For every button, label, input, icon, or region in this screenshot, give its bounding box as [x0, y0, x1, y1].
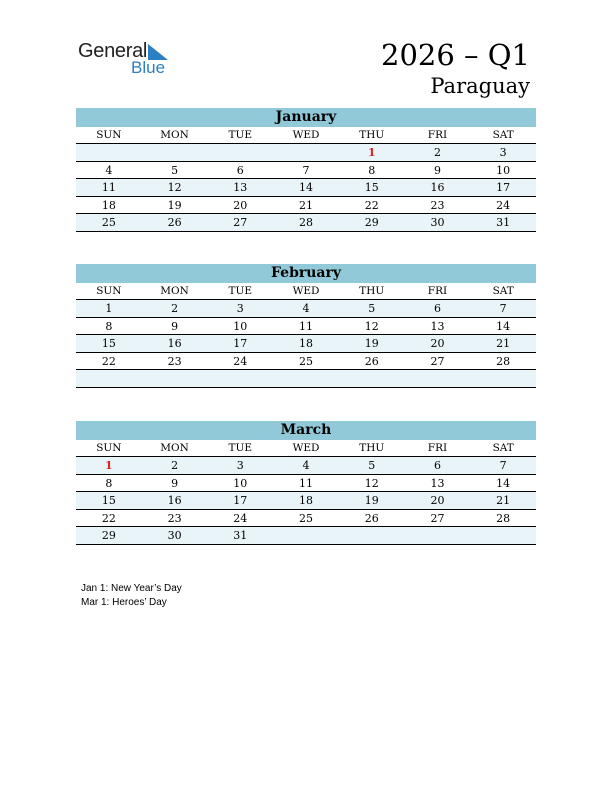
day-cell: 1	[105, 302, 113, 315]
day-cell: 15	[364, 181, 379, 194]
generalblue-logo	[78, 40, 188, 80]
day-cell: 3	[236, 459, 244, 472]
day-cell: 5	[171, 163, 179, 177]
weekday-label: TUE	[228, 285, 253, 297]
weekday-label: TUE	[228, 129, 253, 141]
day-cell: 10	[496, 163, 511, 177]
day-cell	[76, 144, 142, 161]
day-cell: 31	[233, 529, 248, 542]
day-cell	[470, 527, 536, 544]
week-row	[76, 457, 536, 475]
day-cell: 27	[233, 216, 248, 229]
holiday-note: Mar 1: Heroes’ Day	[81, 597, 167, 608]
day-cell: 24	[233, 354, 248, 368]
day-cell: 24	[496, 198, 511, 212]
week-row	[76, 179, 536, 197]
day-cell: 16	[430, 181, 445, 194]
day-cell: 19	[167, 198, 182, 212]
day-cell: 4	[105, 163, 113, 177]
day-cell: 26	[167, 216, 182, 229]
weekday-label: THU	[359, 129, 385, 141]
day-cell: 31	[496, 216, 511, 229]
day-cell: 20	[233, 198, 248, 212]
day-cell: 25	[101, 216, 116, 229]
day-cell: 18	[299, 494, 314, 507]
day-cell: 21	[496, 337, 511, 350]
day-cell: 17	[233, 494, 248, 507]
day-cell: 1	[105, 459, 113, 472]
day-cell: 30	[430, 216, 445, 229]
weekday-label: WED	[292, 442, 320, 454]
day-cell	[339, 527, 405, 544]
day-cell: 28	[299, 216, 314, 229]
day-cell	[207, 144, 273, 161]
day-cell	[142, 144, 208, 161]
day-cell: 11	[299, 476, 314, 490]
page-title: 2026 – Q1	[381, 38, 530, 72]
day-cell: 18	[101, 198, 116, 212]
day-cell: 16	[167, 494, 182, 507]
weekday-label: SAT	[492, 129, 514, 141]
week-row	[76, 144, 536, 162]
week-row	[76, 162, 536, 180]
day-cell: 10	[233, 476, 248, 490]
day-cell	[142, 370, 208, 387]
weekday-label: SUN	[96, 129, 122, 141]
day-cell: 2	[433, 146, 441, 159]
day-cell: 7	[499, 302, 507, 315]
month-february	[76, 264, 536, 388]
week-row	[76, 335, 536, 353]
week-row	[76, 318, 536, 336]
week-row	[76, 214, 536, 232]
week-row	[76, 510, 536, 528]
day-cell: 29	[364, 216, 379, 229]
day-cell	[273, 144, 339, 161]
day-cell: 6	[433, 459, 441, 472]
weekday-header-row	[76, 440, 536, 457]
day-cell: 17	[496, 181, 511, 194]
day-cell: 8	[368, 163, 376, 177]
day-cell	[339, 370, 405, 387]
weekday-label: MON	[160, 129, 189, 141]
day-cell: 28	[496, 354, 511, 368]
week-row	[76, 492, 536, 510]
week-row	[76, 475, 536, 493]
day-cell: 21	[496, 494, 511, 507]
day-cell: 14	[496, 319, 511, 333]
weekday-label: MON	[160, 442, 189, 454]
day-cell: 25	[299, 354, 314, 368]
weekday-label: FRI	[427, 285, 448, 297]
day-cell: 4	[302, 302, 310, 315]
day-cell	[207, 370, 273, 387]
weekday-label: SUN	[96, 285, 122, 297]
day-cell: 9	[171, 319, 179, 333]
month-header: January	[76, 108, 536, 127]
day-cell: 15	[101, 494, 116, 507]
day-cell: 30	[167, 529, 182, 542]
day-cell: 23	[430, 198, 445, 212]
holiday-note: Jan 1: New Year’s Day	[81, 583, 182, 594]
day-cell: 19	[364, 494, 379, 507]
day-cell: 5	[368, 302, 376, 315]
day-cell: 7	[302, 163, 310, 177]
day-cell	[405, 370, 471, 387]
day-cell: 26	[364, 511, 379, 525]
day-cell: 27	[430, 511, 445, 525]
day-cell: 10	[233, 319, 248, 333]
day-cell: 29	[101, 529, 116, 542]
day-cell: 3	[499, 146, 507, 159]
day-cell	[470, 370, 536, 387]
day-cell: 7	[499, 459, 507, 472]
logo-text-blue: Blue	[131, 58, 166, 77]
day-cell: 11	[101, 181, 116, 194]
month-header: March	[76, 421, 536, 440]
day-cell: 2	[171, 459, 179, 472]
day-cell	[76, 370, 142, 387]
week-row	[76, 527, 536, 545]
day-cell: 16	[167, 337, 182, 350]
day-cell: 15	[101, 337, 116, 350]
month-header: February	[76, 264, 536, 283]
day-cell: 20	[430, 494, 445, 507]
day-cell: 14	[496, 476, 511, 490]
logo-text-general: General	[78, 40, 148, 62]
day-cell: 25	[299, 511, 314, 525]
day-cell: 6	[433, 302, 441, 315]
day-cell: 27	[430, 354, 445, 368]
day-cell	[405, 527, 471, 544]
day-cell: 12	[167, 181, 182, 194]
day-cell	[273, 370, 339, 387]
day-cell: 18	[299, 337, 314, 350]
day-cell: 9	[433, 163, 441, 177]
weekday-label: THU	[359, 442, 385, 454]
weekday-label: SUN	[96, 442, 122, 454]
day-cell: 4	[302, 459, 310, 472]
day-cell: 21	[299, 198, 314, 212]
month-march	[76, 421, 536, 545]
weekday-label: THU	[359, 285, 385, 297]
day-cell: 23	[167, 354, 182, 368]
weekday-header-row	[76, 283, 536, 300]
day-cell: 6	[236, 163, 244, 177]
weekday-label: WED	[292, 129, 320, 141]
day-cell: 22	[364, 198, 379, 212]
day-cell	[273, 527, 339, 544]
day-cell: 12	[364, 476, 379, 490]
day-cell: 26	[364, 354, 379, 368]
day-cell: 3	[236, 302, 244, 315]
day-cell: 22	[101, 511, 116, 525]
day-cell: 20	[430, 337, 445, 350]
week-row	[76, 197, 536, 215]
day-cell: 22	[101, 354, 116, 368]
day-cell: 11	[299, 319, 314, 333]
day-cell: 17	[233, 337, 248, 350]
weekday-label: FRI	[427, 442, 448, 454]
weekday-label: FRI	[427, 129, 448, 141]
day-cell: 28	[496, 511, 511, 525]
holiday-notes	[81, 582, 182, 610]
day-cell: 9	[171, 476, 179, 490]
day-cell: 2	[171, 302, 179, 315]
day-cell: 12	[364, 319, 379, 333]
week-row	[76, 353, 536, 371]
weekday-label: MON	[160, 285, 189, 297]
day-cell: 24	[233, 511, 248, 525]
day-cell: 5	[368, 459, 376, 472]
day-cell: 8	[105, 319, 113, 333]
day-cell: 23	[167, 511, 182, 525]
day-cell: 14	[299, 181, 314, 194]
day-cell: 13	[430, 319, 445, 333]
week-row	[76, 370, 536, 388]
month-january	[76, 108, 536, 232]
weekday-label: SAT	[492, 442, 514, 454]
day-cell: 1	[367, 146, 376, 159]
weekday-label: WED	[292, 285, 320, 297]
weekday-label: TUE	[228, 442, 253, 454]
day-cell: 13	[430, 476, 445, 490]
day-cell: 8	[105, 476, 113, 490]
weekday-header-row	[76, 127, 536, 144]
day-cell: 19	[364, 337, 379, 350]
week-row	[76, 300, 536, 318]
day-cell: 13	[233, 181, 248, 194]
country-name: Paraguay	[430, 74, 530, 98]
weekday-label: SAT	[492, 285, 514, 297]
